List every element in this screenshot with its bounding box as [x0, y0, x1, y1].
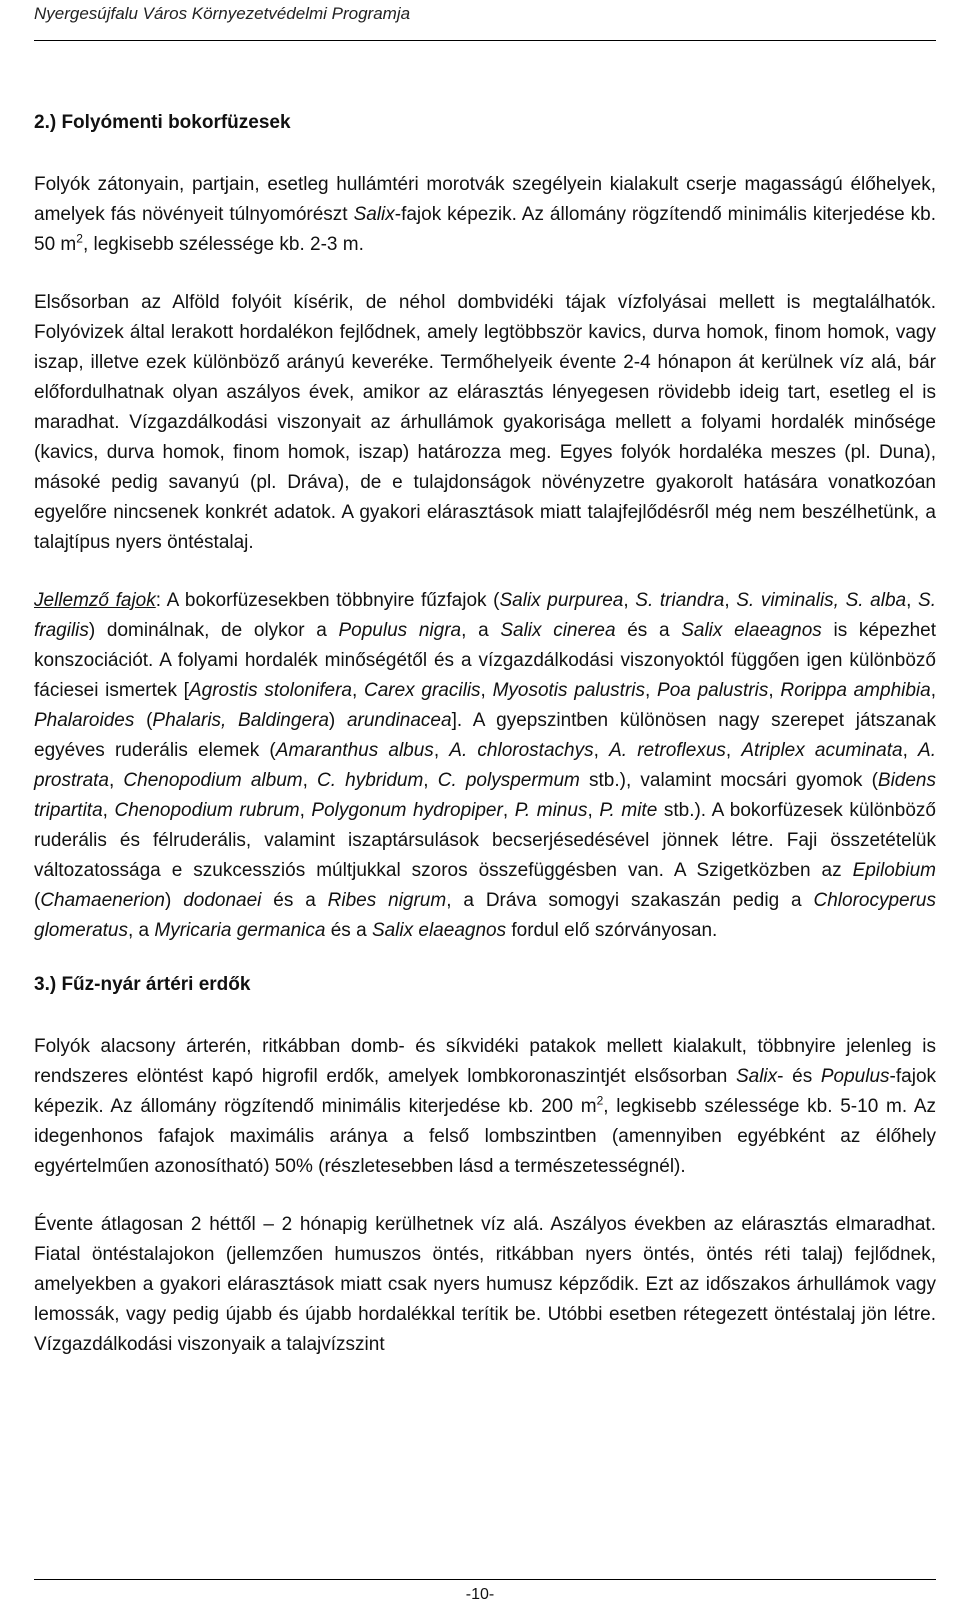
paragraph: Folyók alacsony árterén, ritkábban domb- és síkvidéki patakok mellett kialakult, többnyire jelenleg is rendszeres elöntést kapó higrofil erdők, amelyek lombkoronaszintjét elsősorban Salix- és Populus-fajok képezik. Az állomány rögzítendő minimális kiterjedése kb. 200 $m^2$, legkisebb szélessége kb. 5-10 m. Az idegenhonos fafajok maximális aránya a felső lombszintben (amennyiben egyébként az élőhely egyértelműen azonosítható) 50% (részletesebben lásd a természetességnél).: [34, 1036, 937, 1177]
inline-label: Jellemző fajok: [34, 590, 156, 611]
header-divider: [34, 40, 936, 41]
paragraph: Évente átlagosan 2 héttől – 2 hónapig kerülhetnek víz alá. Aszályos években az elárasztás elmaradhat. Fiatal öntéstalajokon (jellemzően humuszos öntés, ritkábban nyers öntés, öntés réti talaj) fejlődnek, amelyekben a gyakori elárasztások miatt csak nyers humusz képződik. Ezt az időszakos árhullámok vagy lemossák, vagy pedig újabb és újabb hordalékkal terítik be. Utóbbi esetben rétegezett öntéstalaj jön létre. Vízgazdálkodási viszonyaik a talajvízszint: [34, 1214, 936, 1355]
page-header: Nyergesújfalu Város Környezetvédelmi Programja: [34, 4, 411, 23]
section-heading: 2.) Folyómenti bokorfüzesek: [34, 112, 291, 133]
paragraph-characteristic-species: Jellemző fajok: A bokorfüzesekben többnyire fűzfajok (Salix purpurea, S. triandra, S. viminalis, S. alba, S. fragilis) dominálnak, de olykor a Populus nigra, a Salix cinerea és a Salix elaeagnos is képezhet konszociációt. A folyami hordalék minőségétől és a vízgazdálkodási viszonyoktól függően igen különböző fáciesei ismertek [Agrostis stolonifera, Carex gracilis, Myosotis palustris, Poa palustris, Rorippa amphibia, Phalaroides (Phalaris, Baldingera) arundinacea]. A gyepszintben különösen nagy szerepet játszanak egyéves ruderális elemek (Amaranthus albus, A. chlorostachys, A. retroflexus, Atriplex acuminata, A. prostrata, Chenopodium album, C. hybridum, C. polyspermum stb.), valamint mocsári gyomok (Bidens tripartita, Chenopodium rubrum, Polygonum hydropiper, P. minus, P. mite stb.). A bokorfüzesek különböző ruderális és félruderális, valamint iszaptársulások becserjésedésével jönnek létre. Faji összetételük változatossága e szukcessziós múltjukkal szoros összefüggésben van. A Szigetközben az Epilobium (Chamaenerion) dodonaei és a Ribes nigrum, a Dráva somogyi szakaszán pedig a Chlorocyperus glomeratus, a Myricaria germanica és a Salix elaeagnos fordul elő szórványosan.: [34, 590, 936, 941]
document-body: [34, 108, 936, 1360]
footer-divider: [34, 1579, 936, 1580]
paragraph: Elsősorban az Alföld folyóit kísérik, de néhol dombvidéki tájak vízfolyásai mellett is megtalálhatók. Folyóvizek által lerakott hordalékon fejlődnek, amely legtöbbször kavics, durva homok, finom homok, vagy iszap, illetve ezek különböző arányú keveréke. Termőhelyeik évente 2-4 hónapon át kerülnek víz alá, bár előfordulhatnak olyan aszályos évek, amikor az elárasztás lényegesen rövidebb ideig tart, esetleg el is maradhat. Vízgazdálkodási viszonyait az árhullámok gyakorisága mellett a folyami hordalék minősége (kavics, durva homok, finom homok, iszap) határozza meg. Egyes folyók hordaléka meszes (pl. Duna), másoké pedig savanyú (pl. Dráva), de e tulajdonságok növényzetre gyakorolt hatására vonatkozóan egyelőre nincsenek konkrét adatok. A gyakori elárasztások miatt talajfejlődésről még nem beszélhetünk, a talajtípus nyers öntéstalaj.: [34, 292, 936, 553]
paragraph: Folyók zátonyain, partjain, esetleg hullámtéri morotvák szegélyein kialakult cserje magasságú élőhelyek, amelyek fás növényeit túlnyomórészt Salix-fajok képezik. Az állomány rögzítendő minimális kiterjedése kb. 50 $m^2$, legkisebb szélessége kb. 2-3 m.: [34, 174, 937, 255]
page-number: -10-: [465, 1586, 495, 1603]
section-heading: 3.) Fűz-nyár ártéri erdők: [34, 974, 251, 995]
